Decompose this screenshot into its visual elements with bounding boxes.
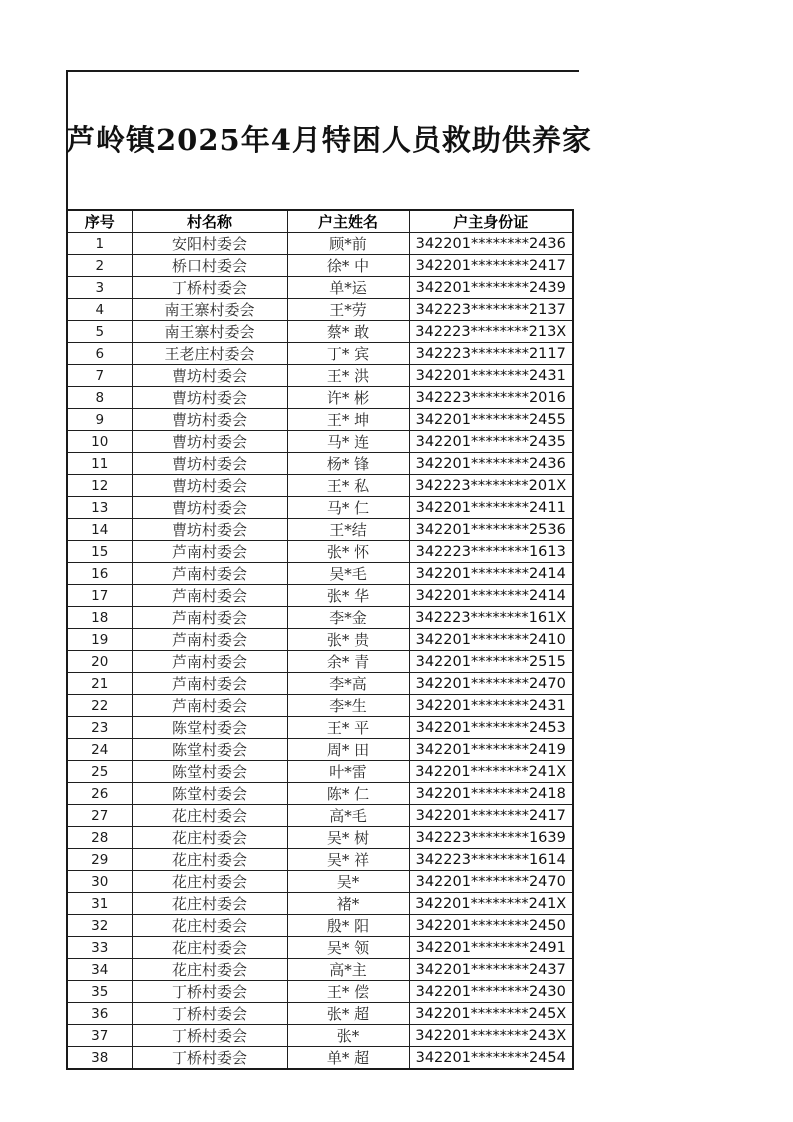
cell-serial-number: 32 [67,915,132,937]
cell-serial-number: 24 [67,739,132,761]
cell-serial-number: 26 [67,783,132,805]
cell-village-name: 曹坊村委会 [132,497,287,519]
table-row [67,475,573,497]
cell-household-head: 余* 青 [287,651,409,673]
table-row [67,607,573,629]
cell-serial-number: 20 [67,651,132,673]
cell-village-name: 花庄村委会 [132,893,287,915]
cell-village-name: 曹坊村委会 [132,387,287,409]
cell-household-head: 马* 仁 [287,497,409,519]
cell-id-number: 342201********2414 [409,585,573,607]
cell-id-number: 342201********2536 [409,519,573,541]
cell-household-head: 吴* 领 [287,937,409,959]
cell-serial-number: 36 [67,1003,132,1025]
table-row [67,761,573,783]
cell-village-name: 花庄村委会 [132,849,287,871]
cell-id-number: 342201********2410 [409,629,573,651]
cell-id-number: 342201********2411 [409,497,573,519]
cell-serial-number: 10 [67,431,132,453]
cell-village-name: 花庄村委会 [132,871,287,893]
cell-household-head: 单* 超 [287,1047,409,1070]
cell-serial-number: 18 [67,607,132,629]
cell-household-head: 褚* [287,893,409,915]
cell-id-number: 342201********2431 [409,695,573,717]
cell-village-name: 曹坊村委会 [132,365,287,387]
cell-id-number: 342223********2117 [409,343,573,365]
cell-id-number: 342223********1614 [409,849,573,871]
cell-id-number: 342223********1639 [409,827,573,849]
table-row [67,1025,573,1047]
cell-village-name: 桥口村委会 [132,255,287,277]
cell-household-head: 张* 怀 [287,541,409,563]
table-row [67,937,573,959]
cell-serial-number: 25 [67,761,132,783]
table-row [67,629,573,651]
cell-household-head: 马* 连 [287,431,409,453]
cell-village-name: 王老庄村委会 [132,343,287,365]
cell-village-name: 芦南村委会 [132,563,287,585]
cell-id-number: 342201********2417 [409,805,573,827]
cell-id-number: 342201********2455 [409,409,573,431]
cell-serial-number: 31 [67,893,132,915]
cell-id-number: 342201********241X [409,761,573,783]
cell-household-head: 许* 彬 [287,387,409,409]
table-row [67,519,573,541]
table-row [67,585,573,607]
table-row [67,409,573,431]
table-row [67,871,573,893]
table-row [67,915,573,937]
cell-serial-number: 1 [67,233,132,255]
table-row [67,255,573,277]
cell-id-number: 342201********2419 [409,739,573,761]
table-row [67,651,573,673]
cell-id-number: 342201********2435 [409,431,573,453]
cell-village-name: 曹坊村委会 [132,453,287,475]
cell-village-name: 陈堂村委会 [132,761,287,783]
cell-id-number: 342201********243X [409,1025,573,1047]
table-row [67,783,573,805]
cell-id-number: 342201********2431 [409,365,573,387]
cell-household-head: 杨* 锋 [287,453,409,475]
cell-id-number: 342201********2450 [409,915,573,937]
cell-household-head: 吴* 树 [287,827,409,849]
cell-village-name: 丁桥村委会 [132,1047,287,1070]
cell-village-name: 陈堂村委会 [132,717,287,739]
table-row [67,827,573,849]
cell-household-head: 王* 坤 [287,409,409,431]
table-row [67,497,573,519]
cell-serial-number: 23 [67,717,132,739]
table-row [67,453,573,475]
roster-table [66,209,574,1070]
table-body [67,233,573,1070]
table-row [67,673,573,695]
table-row [67,343,573,365]
table-row [67,739,573,761]
cell-household-head: 顾*前 [287,233,409,255]
page-title: 芦岭镇2025年4月特困人员救助供养家 [66,123,592,157]
cell-id-number: 342201********2437 [409,959,573,981]
cell-serial-number: 14 [67,519,132,541]
cell-village-name: 丁桥村委会 [132,981,287,1003]
cell-serial-number: 13 [67,497,132,519]
cell-village-name: 曹坊村委会 [132,475,287,497]
cell-household-head: 王* 洪 [287,365,409,387]
cell-serial-number: 22 [67,695,132,717]
cell-id-number: 342201********2470 [409,871,573,893]
cell-id-number: 342201********2414 [409,563,573,585]
cell-household-head: 高*主 [287,959,409,981]
cell-serial-number: 11 [67,453,132,475]
cell-household-head: 张* 超 [287,1003,409,1025]
cell-village-name: 芦南村委会 [132,585,287,607]
cell-household-head: 徐* 中 [287,255,409,277]
cell-serial-number: 3 [67,277,132,299]
cell-village-name: 丁桥村委会 [132,1003,287,1025]
cell-household-head: 王* 偿 [287,981,409,1003]
cell-id-number: 342201********2515 [409,651,573,673]
cell-id-number: 342223********161X [409,607,573,629]
cell-village-name: 曹坊村委会 [132,431,287,453]
cell-village-name: 陈堂村委会 [132,783,287,805]
cell-id-number: 342223********201X [409,475,573,497]
table-row [67,277,573,299]
cell-village-name: 花庄村委会 [132,937,287,959]
cell-household-head: 李*金 [287,607,409,629]
table-row [67,981,573,1003]
cell-village-name: 丁桥村委会 [132,1025,287,1047]
cell-village-name: 花庄村委会 [132,959,287,981]
table-row [67,893,573,915]
table-row [67,321,573,343]
cell-household-head: 高*毛 [287,805,409,827]
cell-serial-number: 19 [67,629,132,651]
cell-serial-number: 35 [67,981,132,1003]
cell-village-name: 曹坊村委会 [132,519,287,541]
cell-household-head: 叶*雷 [287,761,409,783]
cell-id-number: 342201********2454 [409,1047,573,1070]
table-row [67,805,573,827]
cell-village-name: 安阳村委会 [132,233,287,255]
table-row [67,365,573,387]
cell-household-head: 吴* [287,871,409,893]
cell-serial-number: 27 [67,805,132,827]
cell-serial-number: 29 [67,849,132,871]
cell-id-number: 342223********2016 [409,387,573,409]
cell-serial-number: 2 [67,255,132,277]
cell-village-name: 芦南村委会 [132,673,287,695]
cell-household-head: 李*高 [287,673,409,695]
cell-household-head: 王* 平 [287,717,409,739]
cell-id-number: 342201********245X [409,1003,573,1025]
cell-household-head: 王* 私 [287,475,409,497]
cell-village-name: 芦南村委会 [132,541,287,563]
cell-serial-number: 37 [67,1025,132,1047]
cell-id-number: 342201********2430 [409,981,573,1003]
cell-serial-number: 38 [67,1047,132,1070]
table-row [67,563,573,585]
cell-household-head: 王*结 [287,519,409,541]
cell-village-name: 丁桥村委会 [132,277,287,299]
table-row [67,299,573,321]
cell-id-number: 342223********2137 [409,299,573,321]
cell-id-number: 342201********2491 [409,937,573,959]
cell-household-head: 单*运 [287,277,409,299]
cell-household-head: 丁* 宾 [287,343,409,365]
cell-village-name: 芦南村委会 [132,651,287,673]
cell-serial-number: 6 [67,343,132,365]
cell-village-name: 曹坊村委会 [132,409,287,431]
cell-id-number: 342201********2436 [409,233,573,255]
cell-village-name: 芦南村委会 [132,629,287,651]
cell-household-head: 周* 田 [287,739,409,761]
cell-serial-number: 21 [67,673,132,695]
table-row [67,717,573,739]
cell-household-head: 张* 华 [287,585,409,607]
cell-serial-number: 5 [67,321,132,343]
cell-household-head: 王*劳 [287,299,409,321]
cell-household-head: 李*生 [287,695,409,717]
cell-serial-number: 4 [67,299,132,321]
cell-serial-number: 34 [67,959,132,981]
table-row [67,233,573,255]
cell-village-name: 芦南村委会 [132,695,287,717]
cell-village-name: 陈堂村委会 [132,739,287,761]
cell-serial-number: 30 [67,871,132,893]
table-row [67,959,573,981]
cell-id-number: 342201********2470 [409,673,573,695]
header-village-name: 村名称 [132,210,287,233]
table-row [67,431,573,453]
cell-serial-number: 12 [67,475,132,497]
cell-serial-number: 16 [67,563,132,585]
table-header-row [67,210,573,233]
header-serial-number: 序号 [67,210,132,233]
cell-serial-number: 28 [67,827,132,849]
cell-household-head: 张* 贵 [287,629,409,651]
cell-village-name: 南王寨村委会 [132,299,287,321]
cell-serial-number: 7 [67,365,132,387]
cell-serial-number: 9 [67,409,132,431]
cell-id-number: 342201********2439 [409,277,573,299]
cell-id-number: 342223********1613 [409,541,573,563]
cell-household-head: 蔡* 敢 [287,321,409,343]
cell-village-name: 花庄村委会 [132,827,287,849]
cell-id-number: 342201********2418 [409,783,573,805]
cell-household-head: 殷* 阳 [287,915,409,937]
cell-serial-number: 17 [67,585,132,607]
cell-id-number: 342201********2436 [409,453,573,475]
cell-id-number: 342201********241X [409,893,573,915]
cell-household-head: 吴* 祥 [287,849,409,871]
cell-household-head: 张* [287,1025,409,1047]
cell-id-number: 342223********213X [409,321,573,343]
cell-id-number: 342201********2417 [409,255,573,277]
table-row [67,1047,573,1070]
cell-id-number: 342201********2453 [409,717,573,739]
header-id-number: 户主身份证 [409,210,573,233]
cell-village-name: 花庄村委会 [132,805,287,827]
table-row [67,849,573,871]
cell-serial-number: 15 [67,541,132,563]
cell-serial-number: 33 [67,937,132,959]
cell-household-head: 陈* 仁 [287,783,409,805]
cell-household-head: 吴*毛 [287,563,409,585]
table-row [67,695,573,717]
table-row [67,541,573,563]
header-household-head: 户主姓名 [287,210,409,233]
cell-village-name: 花庄村委会 [132,915,287,937]
cell-village-name: 南王寨村委会 [132,321,287,343]
cell-village-name: 芦南村委会 [132,607,287,629]
table-row [67,1003,573,1025]
table-row [67,387,573,409]
cell-serial-number: 8 [67,387,132,409]
